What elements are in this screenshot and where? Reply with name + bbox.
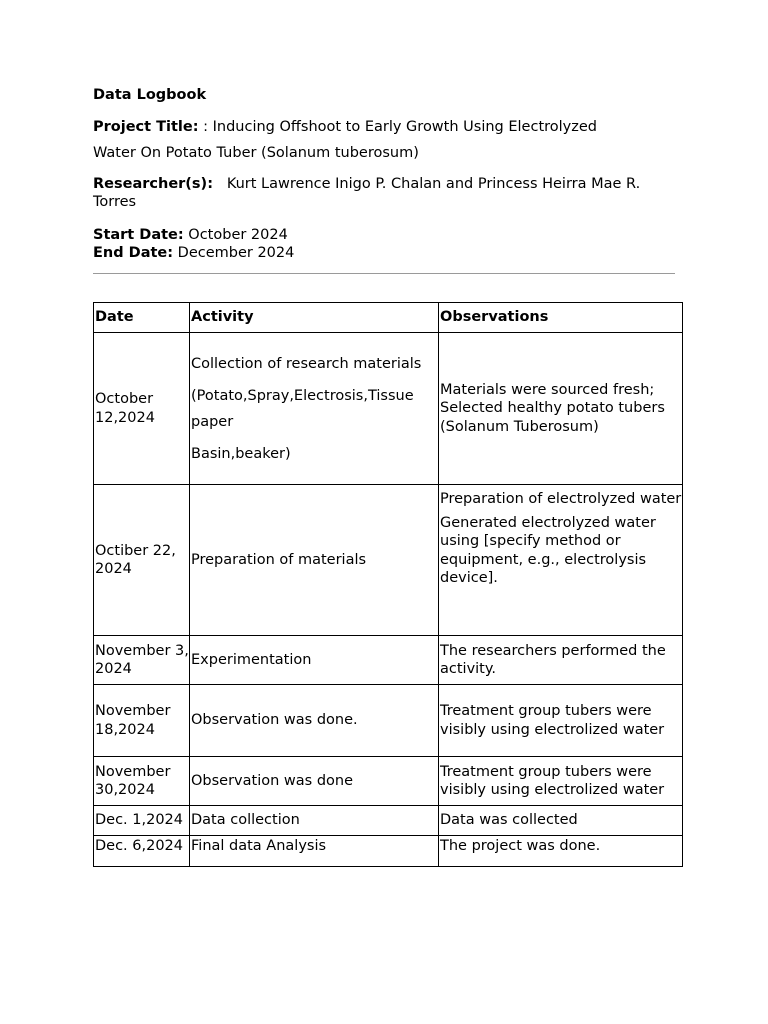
project-dates	[93, 226, 294, 262]
date-cell: November 18,2024	[94, 685, 190, 757]
observations-cell: Treatment group tubers were visibly using electrolized water	[439, 757, 683, 806]
activity-cell: Experimentation	[190, 636, 439, 685]
date-cell: October 12,2024	[94, 333, 190, 485]
project-title-line1: : Inducing Offshoot to Early Growth Using Electrolyzed	[203, 119, 597, 135]
date-cell: Dec. 1,2024	[94, 806, 190, 836]
logbook-table	[93, 302, 683, 867]
project-title-line2: Water On Potato Tuber (Solanum tuberosum)	[93, 145, 419, 161]
activity-cell	[190, 333, 439, 485]
date-cell: November 30,2024	[94, 757, 190, 806]
observations-cell: Materials were sourced fresh; Selected healthy potato tubers (Solanum Tuberosum)	[439, 333, 683, 485]
table-row	[94, 485, 683, 636]
table-row	[94, 836, 683, 867]
horizontal-divider	[93, 273, 675, 274]
column-header-activity: Activity	[190, 303, 439, 333]
start-date-value: October 2024	[188, 227, 288, 243]
table-row	[94, 685, 683, 757]
activity-cell: Observation was done.	[190, 685, 439, 757]
activity-cell: Final data Analysis	[190, 836, 439, 867]
table-row	[94, 333, 683, 485]
researchers-value: Kurt Lawrence Inigo P. Chalan and Princess Heirra Mae R. Torres	[93, 176, 641, 210]
observation-line: Preparation of electrolyzed water	[440, 491, 682, 507]
project-title-label: Project Title:	[93, 119, 199, 135]
start-date-label: Start Date:	[93, 227, 184, 243]
observations-cell: Data was collected	[439, 806, 683, 836]
activity-cell: Data collection	[190, 806, 439, 836]
column-header-date: Date	[94, 303, 190, 333]
observations-cell: Treatment group tubers were visibly using electrolized water	[439, 685, 683, 757]
observations-cell: The project was done.	[439, 836, 683, 867]
date-cell: Octiber 22, 2024	[94, 485, 190, 636]
date-cell: Dec. 6,2024	[94, 836, 190, 867]
project-title	[93, 114, 674, 166]
table-row	[94, 757, 683, 806]
activity-cell: Observation was done	[190, 757, 439, 806]
observations-cell: The researchers performed the activity.	[439, 636, 683, 685]
activity-cell: Preparation of materials	[190, 485, 439, 636]
activity-line: (Potato,Spray,Electrosis,Tissue paper	[191, 387, 414, 430]
activity-line: Collection of research materials	[191, 355, 422, 372]
researchers-label: Researcher(s):	[93, 176, 213, 192]
observations-cell	[439, 485, 683, 636]
table-row	[94, 806, 683, 836]
date-cell: November 3, 2024	[94, 636, 190, 685]
column-header-observations: Observations	[439, 303, 683, 333]
end-date-value: December 2024	[177, 245, 295, 261]
table-header-row	[94, 303, 683, 333]
observation-line: Generated electrolyzed water using [specify method or equipment, e.g., electrolysis device].	[440, 514, 656, 586]
end-date-label: End Date:	[93, 245, 174, 261]
table-row	[94, 636, 683, 685]
document-title: Data Logbook	[93, 87, 207, 103]
researchers	[93, 175, 674, 211]
activity-line: Basin,beaker)	[191, 445, 291, 462]
